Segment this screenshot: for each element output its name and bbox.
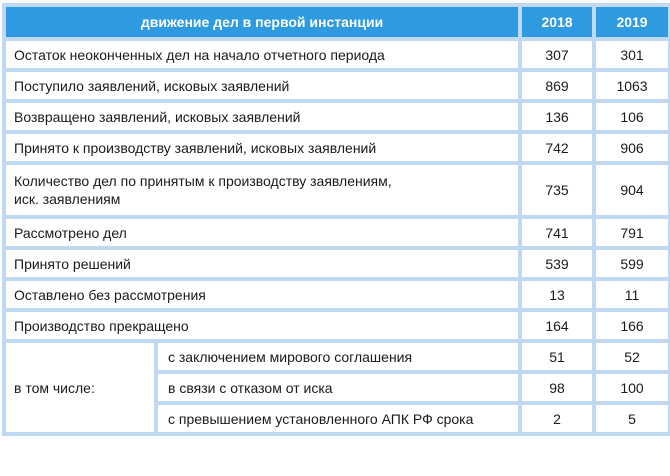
- value-2019: 906: [594, 132, 670, 163]
- row-label: Поступило заявлений, исковых заявлений: [4, 70, 520, 101]
- row-label-line-2: иск. заявлениям: [14, 191, 121, 207]
- value-2018: 13: [520, 279, 594, 310]
- value-2019: 106: [594, 101, 670, 132]
- value-2018: 136: [520, 101, 594, 132]
- row-label: Производство прекращено: [4, 310, 520, 341]
- including-label: в том числе:: [4, 341, 156, 434]
- value-2019: 5: [594, 403, 670, 434]
- value-2019: 52: [594, 341, 670, 372]
- value-2018: 164: [520, 310, 594, 341]
- case-statistics-table-container: [2, 3, 670, 436]
- sub-row-label: в связи с отказом от иска: [156, 372, 520, 403]
- value-2018: 869: [520, 70, 594, 101]
- value-2018: 741: [520, 217, 594, 248]
- value-2019: 301: [594, 39, 670, 70]
- value-2019: 1063: [594, 70, 670, 101]
- table-row: [4, 163, 670, 217]
- header-year-2019: 2019: [594, 5, 670, 39]
- sub-row-label: с превышением установленного АПК РФ срока: [156, 403, 520, 434]
- value-2018: 742: [520, 132, 594, 163]
- value-2019: 904: [594, 163, 670, 217]
- value-2018: 98: [520, 372, 594, 403]
- value-2018: 2: [520, 403, 594, 434]
- value-2018: 539: [520, 248, 594, 279]
- table-row: [4, 248, 670, 279]
- table-row: [4, 310, 670, 341]
- value-2019: 599: [594, 248, 670, 279]
- table-header-row: [4, 5, 670, 39]
- value-2018: 735: [520, 163, 594, 217]
- table-row: [4, 132, 670, 163]
- row-label: Остаток неоконченных дел на начало отчетного периода: [4, 39, 520, 70]
- case-statistics-table: [2, 3, 670, 436]
- table-row-sub: [4, 341, 670, 372]
- value-2018: 307: [520, 39, 594, 70]
- header-year-2018: 2018: [520, 5, 594, 39]
- table-row: [4, 279, 670, 310]
- row-label: Принято к производству заявлений, исковых заявлений: [4, 132, 520, 163]
- row-label: [4, 163, 520, 217]
- row-label: Принято решений: [4, 248, 520, 279]
- value-2019: 100: [594, 372, 670, 403]
- table-row: [4, 39, 670, 70]
- row-label: Возвращено заявлений, исковых заявлений: [4, 101, 520, 132]
- table-row: [4, 217, 670, 248]
- value-2019: 11: [594, 279, 670, 310]
- value-2019: 791: [594, 217, 670, 248]
- row-label: Рассмотрено дел: [4, 217, 520, 248]
- row-label: Оставлено без рассмотрения: [4, 279, 520, 310]
- row-label-line-1: Количество дел по принятым к производству заявлениям,: [14, 173, 392, 189]
- table-row: [4, 70, 670, 101]
- value-2019: 166: [594, 310, 670, 341]
- header-title: движение дел в первой инстанции: [4, 5, 520, 39]
- sub-row-label: с заключением мирового соглашения: [156, 341, 520, 372]
- table-row: [4, 101, 670, 132]
- value-2018: 51: [520, 341, 594, 372]
